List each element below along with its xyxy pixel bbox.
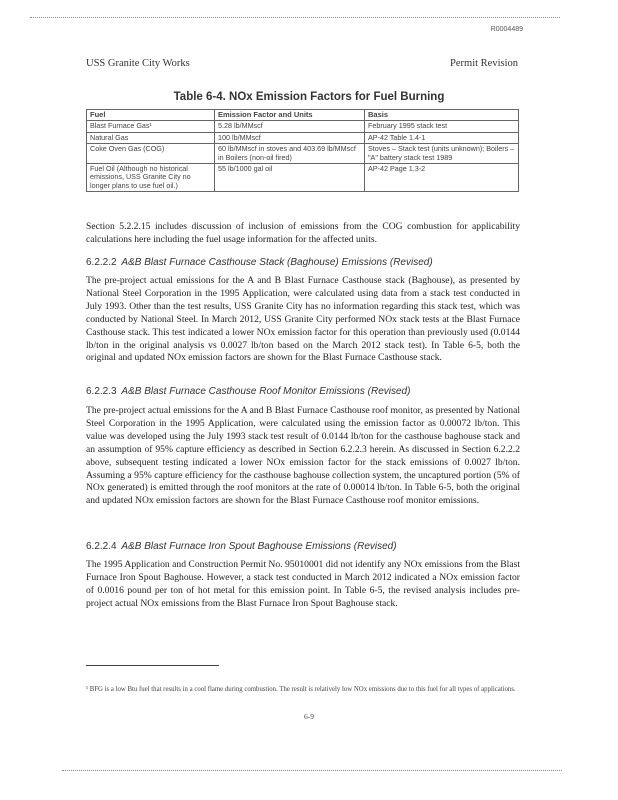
table-row bbox=[87, 132, 519, 143]
table-row bbox=[87, 164, 519, 192]
paragraph-roof-monitor: The pre-project actual emissions for the A and B Blast Furnace Casthouse roof monitor, as presented by National Steel Corporation in the 1995 Application, were calculated using the emission factor as 0.00072 lb/ton. This value was developed using the July 1993 stack test result of 0.0144 lb/ton for the casthouse baghouse stack and an assumption of 95% capture efficiency as described in Section 6.2.2.3 herein. As discussed in Section 6.2.2.2 above, subsequent testing indicated a lower NOx emission factor for the stack emissions of 0.0027 lb/ton. Assuming a 95% capture efficiency for the casthouse baghouse collection system, the uncaptured portion (5% of NOx generated) is emitted through the roof monitors at the rate of 0.00014 lb/ton. In Table 6-5, both the original and updated NOx emission factors are shown for the Blast Furnace Casthouse roof monitor emissions. bbox=[86, 405, 520, 507]
table-cell-fuel: Blast Furnace Gas¹ bbox=[87, 121, 215, 132]
section-title: A&B Blast Furnace Casthouse Stack (Baghouse) Emissions (Revised) bbox=[121, 257, 433, 268]
header-document-type: Permit Revision bbox=[450, 58, 518, 69]
table-header-row bbox=[87, 110, 519, 121]
table-row bbox=[87, 144, 519, 164]
table-cell-basis: AP-42 Table 1.4-1 bbox=[365, 132, 519, 143]
column-header-emission-factor: Emission Factor and Units bbox=[215, 110, 365, 121]
table-cell-fuel: Fuel Oil (Although no historical emissions, USS Granite City no longer plans to use fuel oil.) bbox=[87, 164, 215, 192]
column-header-fuel: Fuel bbox=[87, 110, 215, 121]
section-number: 6.2.2.4 bbox=[86, 541, 117, 552]
paragraph-casthouse-stack: The pre-project actual emissions for the A and B Blast Furnace Casthouse stack (Baghouse), as presented by National Steel Corporation in the 1995 Application, were calculated using data from a stack test conducted in July 1993. Other than the test results, USS Granite City has no information regarding this stack test, which was conducted by National Steel. In March 2012, USS Granite City performed NOx stack tests at the Blast Furnace Casthouse stack. This test indicated a lower NOx emission factor for this operation than previously used (0.0144 lb/ton in the original analysis vs 0.0027 lb/ton based on the March 2012 stack test). In Table 6-5, both the original and updated NOx emission factors are shown for the Blast Furnace Casthouse stack. bbox=[86, 275, 520, 364]
table-cell-fuel: Natural Gas bbox=[87, 132, 215, 143]
table-title: Table 6-4. NOx Emission Factors for Fuel Burning bbox=[173, 91, 445, 103]
section-heading-roof-monitor bbox=[86, 386, 520, 399]
table-cell-factor: 55 lb/1000 gal oil bbox=[215, 164, 365, 192]
section-number: 6.2.2.3 bbox=[86, 386, 117, 397]
footnote: ¹ BFG is a low Btu fuel that results in a cool flame during combustion. The result is relatively low NOx emissions due to this fuel for all types of applications. bbox=[86, 686, 516, 693]
table-cell-factor: 60 lb/MMscf in stoves and 403.69 lb/MMscf in Boilers (non-oil fired) bbox=[215, 144, 365, 164]
section-number: 6.2.2.2 bbox=[86, 257, 117, 268]
table-cell-fuel: Coke Oven Gas (COG) bbox=[87, 144, 215, 164]
table-cell-basis: February 1995 stack test bbox=[365, 121, 519, 132]
footnote-divider bbox=[86, 665, 219, 666]
header-facility: USS Granite City Works bbox=[86, 58, 190, 69]
paragraph-iron-spout: The 1995 Application and Construction Permit No. 95010001 did not identify any NOx emissions from the Blast Furnace Iron Spout Baghouse. However, a stack test conducted in March 2012 indicated a NOx emission factor of 0.0016 pound per ton of hot metal for this emission point. In Table 6-5, the revised analysis includes pre-project actual NOx emissions from the Blast Furnace Iron Spout Baghouse stack. bbox=[86, 559, 520, 609]
table-row bbox=[87, 121, 519, 132]
bottom-scan-edge bbox=[62, 770, 562, 771]
top-scan-edge bbox=[30, 17, 560, 18]
document-number: R0004489 bbox=[490, 26, 523, 33]
section-title: A&B Blast Furnace Iron Spout Baghouse Emissions (Revised) bbox=[121, 541, 397, 552]
paragraph-cog-discussion: Section 5.2.2.15 includes discussion of inclusion of emissions from the COG combustion for applicability calculations here including the fuel usage information for the affected units. bbox=[86, 221, 520, 245]
section-title: A&B Blast Furnace Casthouse Roof Monitor Emissions (Revised) bbox=[121, 386, 411, 397]
emission-factor-table bbox=[86, 109, 519, 192]
table-cell-factor: 100 lb/MMscf bbox=[215, 132, 365, 143]
page-number: 6-9 bbox=[304, 712, 314, 721]
table-cell-factor: 5.28 lb/MMscf bbox=[215, 121, 365, 132]
table-cell-basis: Stoves – Stack test (units unknown); Boilers – "A" battery stack test 1989 bbox=[365, 144, 519, 164]
table-cell-basis: AP-42 Page 1.3-2 bbox=[365, 164, 519, 192]
section-heading-iron-spout bbox=[86, 541, 520, 554]
column-header-basis: Basis bbox=[365, 110, 519, 121]
section-heading-casthouse-stack bbox=[86, 257, 520, 270]
